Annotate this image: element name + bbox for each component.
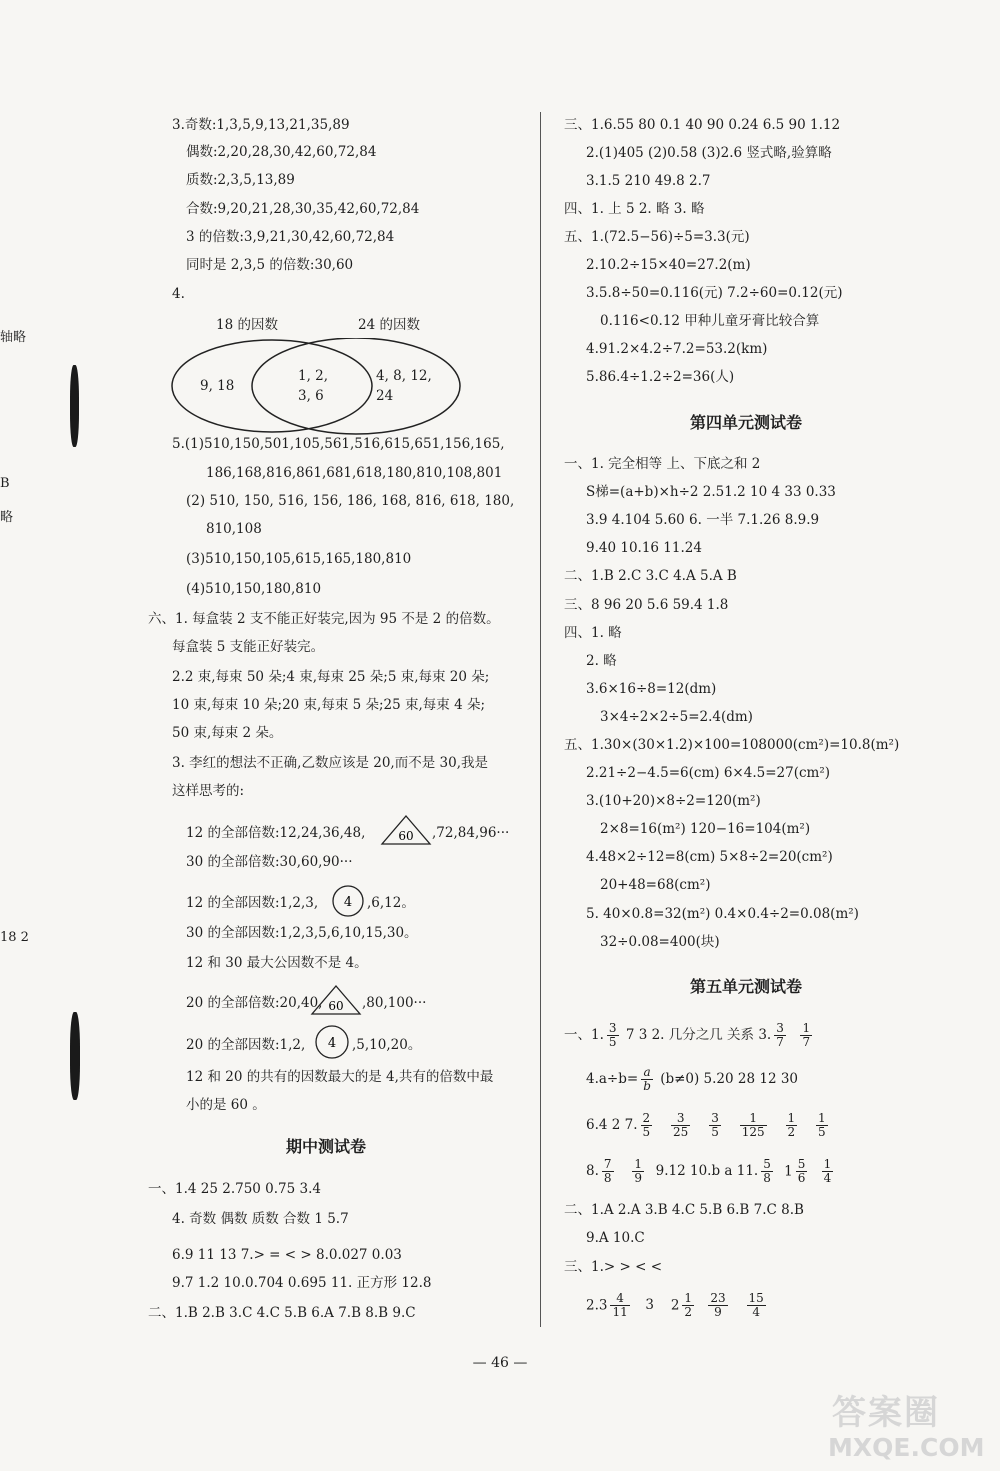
- margin-fragment-4: 18 2: [0, 930, 29, 945]
- answer-line: 2.2 束,每束 50 朵;4 束,每束 25 朵;5 束,每束 20 朵;: [172, 669, 490, 685]
- answer-line: ,72,84,96···: [432, 825, 510, 841]
- venn-right-1: 4, 8, 12,: [376, 368, 432, 384]
- venn-right-label: 24 的因数: [358, 317, 420, 333]
- fraction: $\frac{3}{7}$: [776, 1021, 784, 1049]
- answer-line: 3×4÷2×2÷5=2.4(dm): [600, 709, 753, 725]
- answer-line-fractions: 一、1. $\frac{3}{5}$ 7 3 2. 几分之几 关系 3. $\frac{3}{7}$ $\frac{1}{7}$: [564, 1021, 811, 1049]
- fraction: $\frac{3}{25}$: [673, 1111, 689, 1139]
- answer-line: 9.A 10.C: [586, 1230, 645, 1246]
- watermark-logo: [826, 1385, 996, 1467]
- answer-line: 2. 略: [586, 653, 617, 669]
- answer-line: 偶数:2,20,28,30,42,60,72,84: [186, 144, 377, 160]
- answer-line-fractions: 2.3 $\frac{4}{11}$ 3 2 $\frac{1}{2}$ $\frac{23}{9}$ $\frac{15}{4}$: [586, 1291, 764, 1320]
- section-title-midterm: 期中测试卷: [286, 1137, 367, 1156]
- answer-line: 小的是 60 。: [186, 1097, 266, 1113]
- answer-line: (3)510,150,105,615,165,180,810: [186, 551, 412, 567]
- answer-line: 4. 奇数 偶数 质数 合数 1 5.7: [172, 1211, 349, 1227]
- circle-mark: [314, 1024, 350, 1060]
- fraction: $\frac{23}{9}$: [710, 1291, 726, 1319]
- answer-line: 50 束,每束 2 朵。: [172, 725, 283, 741]
- answer-line: 3.9 4.104 5.60 6. 一半 7.1.26 8.9.9: [586, 512, 820, 528]
- mixed-number: 1 $\frac{5}{6}$: [784, 1157, 806, 1186]
- triangle-value: 60: [398, 829, 414, 843]
- answer-line: 4.48×2÷12=8(cm) 5×8÷2=20(cm²): [586, 849, 833, 865]
- answer-line: 12 的全部因数:1,2,3,: [186, 895, 319, 911]
- answer-line: 三、1.6.55 80 0.1 40 90 0.24 6.5 90 1.12: [564, 117, 841, 133]
- margin-fragment-3: 略: [0, 510, 14, 525]
- answer-line: 30 的全部倍数:30,60,90···: [186, 854, 353, 870]
- circle-value: 4: [327, 1036, 337, 1051]
- answer-line: 5. 40×0.8=32(m²) 0.4×0.4÷2=0.08(m²): [586, 906, 859, 922]
- answer-line: 四、1. 上 5 2. 略 3. 略: [564, 201, 705, 217]
- fraction: $\frac{3}{5}$: [608, 1021, 617, 1049]
- answer-line: 12 的全部倍数:12,24,36,48,: [186, 825, 366, 841]
- answer-line: 二、1.A 2.A 3.B 4.C 5.B 6.B 7.C 8.B: [564, 1202, 804, 1218]
- answer-line: ,6,12。: [367, 895, 415, 911]
- margin-fragment-1: 轴略: [0, 330, 27, 345]
- answer-line: ,80,100···: [362, 995, 427, 1011]
- section-title-unit4: 第四单元测试卷: [690, 413, 803, 432]
- fraction: $\frac{1}{125}$: [741, 1111, 765, 1139]
- watermark-top: 答案圈: [832, 1393, 940, 1433]
- answer-line: 810,108: [206, 521, 262, 537]
- answer-line: 三、8 96 20 5.6 59.4 1.8: [564, 597, 729, 613]
- answer-line: 12 和 30 最大公因数不是 4。: [186, 955, 368, 971]
- answer-line: 3. 李红的想法不正确,乙数应该是 20,而不是 30,我是: [172, 755, 488, 771]
- answer-line: 3.奇数:1,3,5,9,13,21,35,89: [172, 117, 350, 133]
- answer-line: 二、1.B 2.B 3.C 4.C 5.B 6.A 7.B 8.B 9.C: [148, 1305, 416, 1321]
- answer-line: 4.: [172, 286, 185, 302]
- watermark-bottom: MXQE.COM: [828, 1433, 985, 1462]
- answer-line: 186,168,816,861,681,618,180,810,108,801: [206, 465, 503, 481]
- answer-line-fractions: 8. $\frac{7}{8}$ $\frac{1}{9}$ 9.12 10.b a 11. $\frac{5}{8}$ 1 $\frac{5}{6}$ $\frac{1}{4}$: [586, 1157, 832, 1186]
- answer-line: 每盒装 5 支能正好装完。: [172, 639, 325, 655]
- answer-line: 10 束,每束 10 朵;20 束,每束 5 朵;25 束,每束 4 朵;: [172, 697, 486, 713]
- answer-line: ,5,10,20。: [352, 1037, 422, 1053]
- fraction: $\frac{5}{8}$: [763, 1157, 771, 1185]
- fraction: $\frac{3}{5}$: [711, 1111, 719, 1139]
- fraction: $\frac{15}{4}$: [748, 1291, 764, 1319]
- answer-line: 合数:9,20,21,28,30,35,42,60,72,84: [186, 201, 420, 217]
- column-divider: [540, 112, 541, 1327]
- answer-line: 9.7 1.2 10.0.704 0.695 11. 正方形 12.8: [172, 1275, 432, 1291]
- fraction: $\frac{7}{8}$: [603, 1157, 612, 1185]
- answer-line: 2.21÷2−4.5=6(cm) 6×4.5=27(cm²): [586, 765, 830, 781]
- fraction: $\frac{1}{5}$: [818, 1111, 826, 1139]
- venn-left-label: 18 的因数: [216, 317, 278, 333]
- answer-line: 2.(1)405 (2)0.58 (3)2.6 竖式略,验算略: [586, 145, 832, 161]
- margin-fragment-2: B: [0, 476, 10, 491]
- answer-line: 三、1.> > < <: [564, 1259, 663, 1275]
- answer-line-fractions: 6.4 2 7. $\frac{2}{5}$ $\frac{3}{25}$ $\frac{3}{5}$ $\frac{1}{125}$ $\frac{1}{2}$ $\frac{1}{5}$: [586, 1111, 826, 1139]
- section-title-unit5: 第五单元测试卷: [690, 977, 803, 996]
- answer-line: 一、1. 完全相等 上、下底之和 2: [564, 456, 761, 472]
- answer-line: 3 的倍数:3,9,21,30,42,60,72,84: [186, 229, 395, 245]
- fraction: $\frac{1}{9}$: [634, 1157, 643, 1185]
- answer-line: 12 和 20 的共有的因数最大的是 4,共有的倍数中最: [186, 1069, 494, 1085]
- fraction: $\frac{a}{b}$: [643, 1065, 651, 1093]
- answer-line: 20 的全部倍数:20,40,: [186, 995, 323, 1011]
- ink-smudge: [70, 1012, 80, 1100]
- answer-line: 3.1.5 210 49.8 2.7: [586, 173, 711, 189]
- mixed-number: 2.3 $\frac{4}{11}$: [586, 1291, 628, 1320]
- answer-line: 6.9 11 13 7.> = < > 8.0.027 0.03: [172, 1247, 402, 1263]
- fraction: $\frac{1}{2}$: [787, 1111, 796, 1139]
- answer-line: (2) 510, 150, 516, 156, 186, 168, 816, 618, 180,: [186, 493, 515, 509]
- page-number: — 46 —: [472, 1355, 528, 1371]
- answer-line: 五、1.(72.5−56)÷5=3.3(元): [564, 229, 750, 245]
- answer-line: 一、1.4 25 2.750 0.75 3.4: [148, 1181, 321, 1197]
- venn-right-ellipse: [252, 338, 460, 434]
- mixed-number: 2 $\frac{1}{2}$: [670, 1291, 693, 1320]
- answer-line: 五、1.30×(30×1.2)×100=108000(cm²)=10.8(m²): [564, 737, 900, 753]
- venn-left-only: 9, 18: [200, 378, 235, 394]
- venn-both-1: 1, 2,: [298, 368, 329, 384]
- answer-line: 六、1. 每盒装 2 支不能正好装完,因为 95 不是 2 的倍数。: [148, 611, 500, 627]
- answer-line: 3.(10+20)×8÷2=120(m²): [586, 793, 761, 809]
- fraction: $\frac{1}{4}$: [823, 1157, 832, 1185]
- answer-line: 2.10.2÷15×40=27.2(m): [586, 257, 751, 273]
- answer-line: 这样思考的:: [172, 783, 245, 799]
- answer-line: 20+48=68(cm²): [600, 877, 711, 893]
- answer-line: 5.86.4÷1.2÷2=36(人): [586, 369, 735, 385]
- answer-line: 3.5.8÷50=0.116(元) 7.2÷60=0.12(元): [586, 285, 843, 301]
- fraction: $\frac{2}{5}$: [642, 1111, 651, 1139]
- answer-line: S梯=(a+b)×h÷2 2.51.2 10 4 33 0.33: [586, 484, 836, 500]
- answer-line: 32÷0.08=400(块): [600, 934, 720, 950]
- answer-line: 四、1. 略: [564, 625, 622, 641]
- answer-line-fractions: 4.a÷b= $\frac{a}{b}$ (b≠0) 5.20 28 12 30: [586, 1065, 799, 1093]
- circle-mark: [331, 884, 365, 918]
- triangle-mark: [380, 814, 432, 846]
- ink-smudge: [70, 365, 79, 447]
- answer-line: (4)510,150,180,810: [186, 581, 322, 597]
- triangle-mark: [310, 984, 362, 1016]
- answer-line: 3.6×16÷8=12(dm): [586, 681, 717, 697]
- answer-line: 质数:2,3,5,13,89: [186, 172, 295, 188]
- venn-both-2: 3, 6: [298, 388, 324, 404]
- venn-right-2: 24: [376, 388, 394, 404]
- answer-line: 0.116<0.12 甲种儿童牙膏比较合算: [600, 313, 820, 329]
- answer-line: 二、1.B 2.C 3.C 4.A 5.A B: [564, 568, 737, 584]
- answer-line: 同时是 2,3,5 的倍数:30,60: [186, 257, 354, 273]
- answer-line: 20 的全部因数:1,2,: [186, 1037, 306, 1053]
- triangle-value: 60: [328, 999, 344, 1013]
- answer-line: 9.40 10.16 11.24: [586, 540, 702, 556]
- circle-value: 4: [343, 895, 353, 910]
- answer-line: 4.91.2×4.2÷7.2=53.2(km): [586, 341, 768, 357]
- answer-line: 30 的全部因数:1,2,3,5,6,10,15,30。: [186, 925, 418, 941]
- answer-line: 5.(1)510,150,501,105,561,516,615,651,156,165,: [172, 436, 505, 452]
- answer-line: 2×8=16(m²) 120−16=104(m²): [600, 821, 811, 837]
- fraction: $\frac{1}{7}$: [802, 1021, 811, 1049]
